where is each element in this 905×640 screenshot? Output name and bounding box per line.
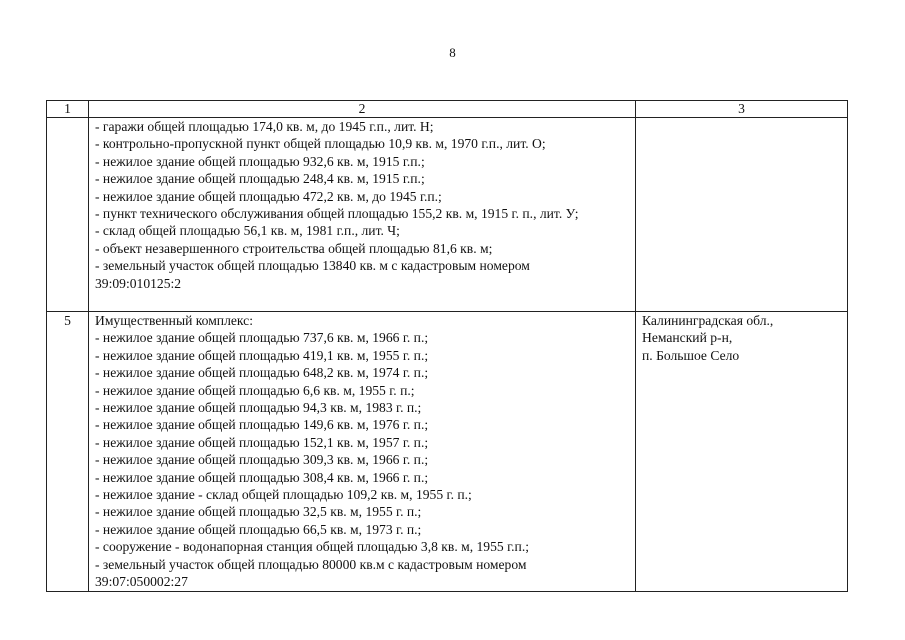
description-line: - нежилое здание общей площадью 932,6 кв. м, 1915 г.п.;	[95, 153, 425, 169]
description-line: - нежилое здание общей площадью 94,3 кв. м, 1983 г. п.;	[95, 400, 422, 416]
description-cell	[89, 118, 636, 312]
header-cell-3: 3	[636, 101, 848, 118]
description-line: - пункт технического обслуживания общей площадью 155,2 кв. м, 1915 г. п., лит. У;	[95, 206, 579, 222]
row-number-cell: 5	[47, 312, 89, 592]
description-line: - склад общей площадью 56,1 кв. м, 1981 г.п., лит. Ч;	[95, 223, 400, 239]
description-line: - нежилое здание общей площадью 472,2 кв. м, до 1945 г.п.;	[95, 188, 442, 204]
description-line: - сооружение - водонапорная станция общей площадью 3,8 кв. м, 1955 г.п.;	[95, 539, 529, 555]
row-number-cell	[47, 118, 89, 312]
location-cell	[636, 118, 848, 312]
description-line: - земельный участок общей площадью 80000 кв.м с кадастровым номером	[95, 556, 527, 572]
location-line: Неманский р-н,	[642, 330, 733, 346]
description-line: - гаражи общей площадью 174,0 кв. м, до 1945 г.п., лит. Н;	[95, 119, 434, 134]
description-line: - нежилое здание общей площадью 648,2 кв. м, 1974 г. п.;	[95, 365, 429, 381]
description-line: - земельный участок общей площадью 13840 кв. м с кадастровым номером	[95, 258, 530, 274]
description-line: - объект незавершенного строительства общей площадью 81,6 кв. м;	[95, 240, 493, 256]
location-line: п. Большое Село	[642, 347, 740, 363]
description-line: 39:09:010125:2	[95, 275, 182, 291]
description-line: - нежилое здание общей площадью 309,3 кв. м, 1966 г. п.;	[95, 452, 429, 468]
description-line: - нежилое здание общей площадью 32,5 кв. м, 1955 г. п.;	[95, 504, 422, 520]
description-cell	[89, 312, 636, 592]
description-line: - нежилое здание общей площадью 737,6 кв. м, 1966 г. п.;	[95, 330, 429, 346]
description-line: - нежилое здание общей площадью 6,6 кв. м, 1955 г. п.;	[95, 382, 415, 398]
description-line: - нежилое здание общей площадью 152,1 кв. м, 1957 г. п.;	[95, 434, 429, 450]
table-row	[47, 312, 848, 592]
description-line: - нежилое здание общей площадью 66,5 кв. м, 1973 г. п.;	[95, 521, 422, 537]
header-cell-1: 1	[47, 101, 89, 118]
location-cell	[636, 312, 848, 592]
description-line: - нежилое здание общей площадью 419,1 кв. м, 1955 г. п.;	[95, 347, 429, 363]
page-number: 8	[449, 45, 456, 60]
description-line: - нежилое здание общей площадью 308,4 кв. м, 1966 г. п.;	[95, 469, 429, 485]
property-table	[46, 100, 848, 592]
table-row	[47, 118, 848, 312]
description-line: - нежилое здание общей площадью 149,6 кв. м, 1976 г. п.;	[95, 417, 429, 433]
description-line: - контрольно-пропускной пункт общей площадью 10,9 кв. м, 1970 г.п., лит. О;	[95, 136, 546, 152]
description-line: Имущественный комплекс:	[95, 313, 253, 328]
location-line: Калининградская обл.,	[642, 313, 774, 328]
description-line: 39:07:050002:27	[95, 574, 188, 590]
description-line: - нежилое здание - склад общей площадью 109,2 кв. м, 1955 г. п.;	[95, 487, 472, 503]
description-line: - нежилое здание общей площадью 248,4 кв. м, 1915 г.п.;	[95, 171, 425, 187]
table-header-row	[47, 101, 848, 118]
header-cell-2: 2	[89, 101, 636, 118]
